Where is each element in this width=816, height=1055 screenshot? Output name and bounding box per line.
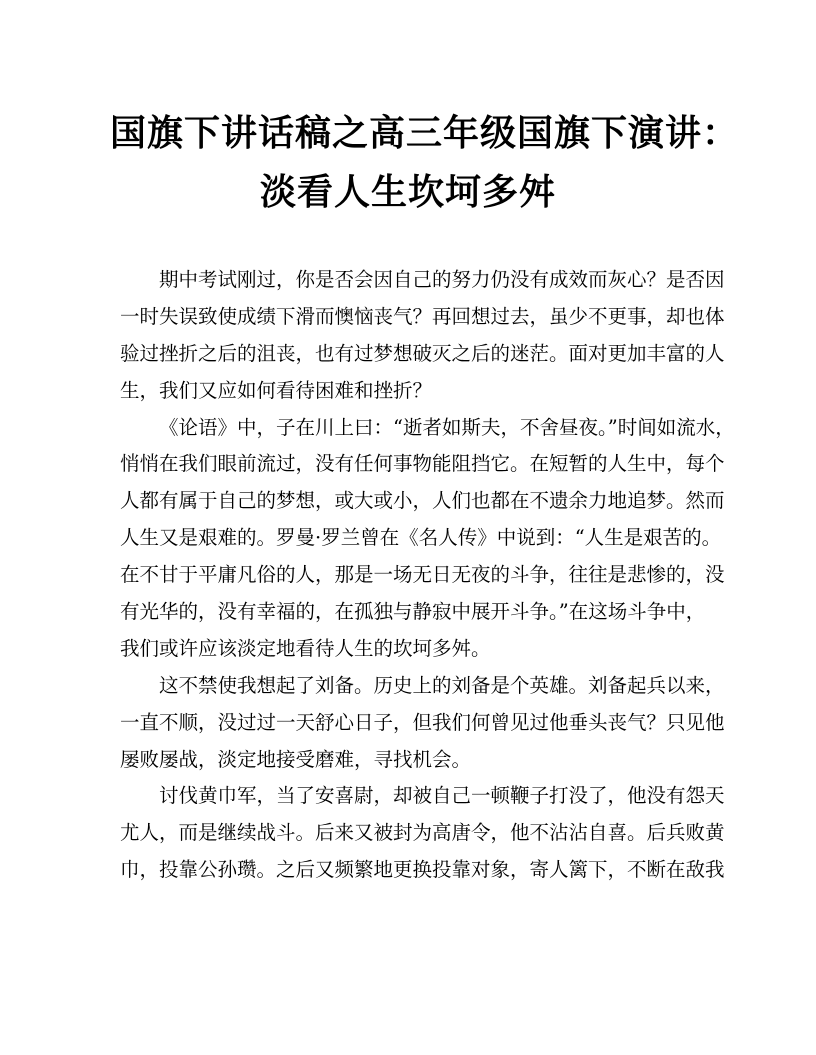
paragraph-4 [120,778,725,889]
text-line: 《论语》中，子在川上曰：“逝者如斯夫，不舍昼夜。”时间如流水， [159,415,735,439]
text-line: 在不甘于平庸凡俗的人，那是一场无日无夜的斗争，往往是悲惨的，没 [120,563,725,587]
text-line: 人生又是艰难的。罗曼·罗兰曾在《名人传》中说到：“人生是艰苦的。 [120,526,722,550]
paragraph-3 [120,668,725,779]
text-line: 悄悄在我们眼前流过，没有任何事物能阻挡它。在短暂的人生中，每个 [120,452,725,476]
document-title-line-2: 淡看人生坎坷多舛 [259,171,556,213]
document-title-line-1: 国旗下讲话稿之高三年级国旗下演讲： [110,112,740,154]
text-line: 一时失误致使成绩下滑而懊恼丧气？再回想过去，虽少不更事，却也体 [120,304,725,328]
text-line: 期中考试刚过，你是否会因自己的努力仍没有成效而灰心？是否因 [159,268,725,291]
paragraph-1 [120,262,725,410]
text-line: 一直不顺，没过过一天舒心日子，但我们何曾见过他垂头丧气？只见他 [120,710,725,734]
text-line: 我们或许应该淡定地看待人生的坎坷多舛。 [120,636,491,660]
text-line: 这不禁使我想起了刘备。历史上的刘备是个英雄。刘备起兵以来， [159,673,725,697]
text-line: 有光华的，没有幸福的，在孤独与静寂中展开斗争。”在这场斗争中， [120,600,706,624]
text-line: 讨伐黄巾军，当了安喜尉，却被自己一顿鞭子打没了，他没有怨天 [159,784,725,808]
text-line: 屡败屡战，淡定地接受磨难，寻找机会。 [120,747,472,771]
document-body [120,262,735,889]
text-line: 生，我们又应如何看待困难和挫折？ [120,378,433,402]
text-line: 巾，投靠公孙瓒。之后又频繁地更换投靠对象，寄人篱下，不断在敌我 [120,858,725,882]
text-line: 人都有属于自己的梦想，或大或小，人们也都在不遗余力地追梦。然而 [120,489,725,513]
paragraph-2 [120,410,735,668]
text-line: 尤人，而是继续战斗。后来又被封为高唐令，他不沾沾自喜。后兵败黄 [120,821,725,845]
text-line: 验过挫折之后的沮丧，也有过梦想破灭之后的迷茫。面对更加丰富的人 [120,341,725,365]
